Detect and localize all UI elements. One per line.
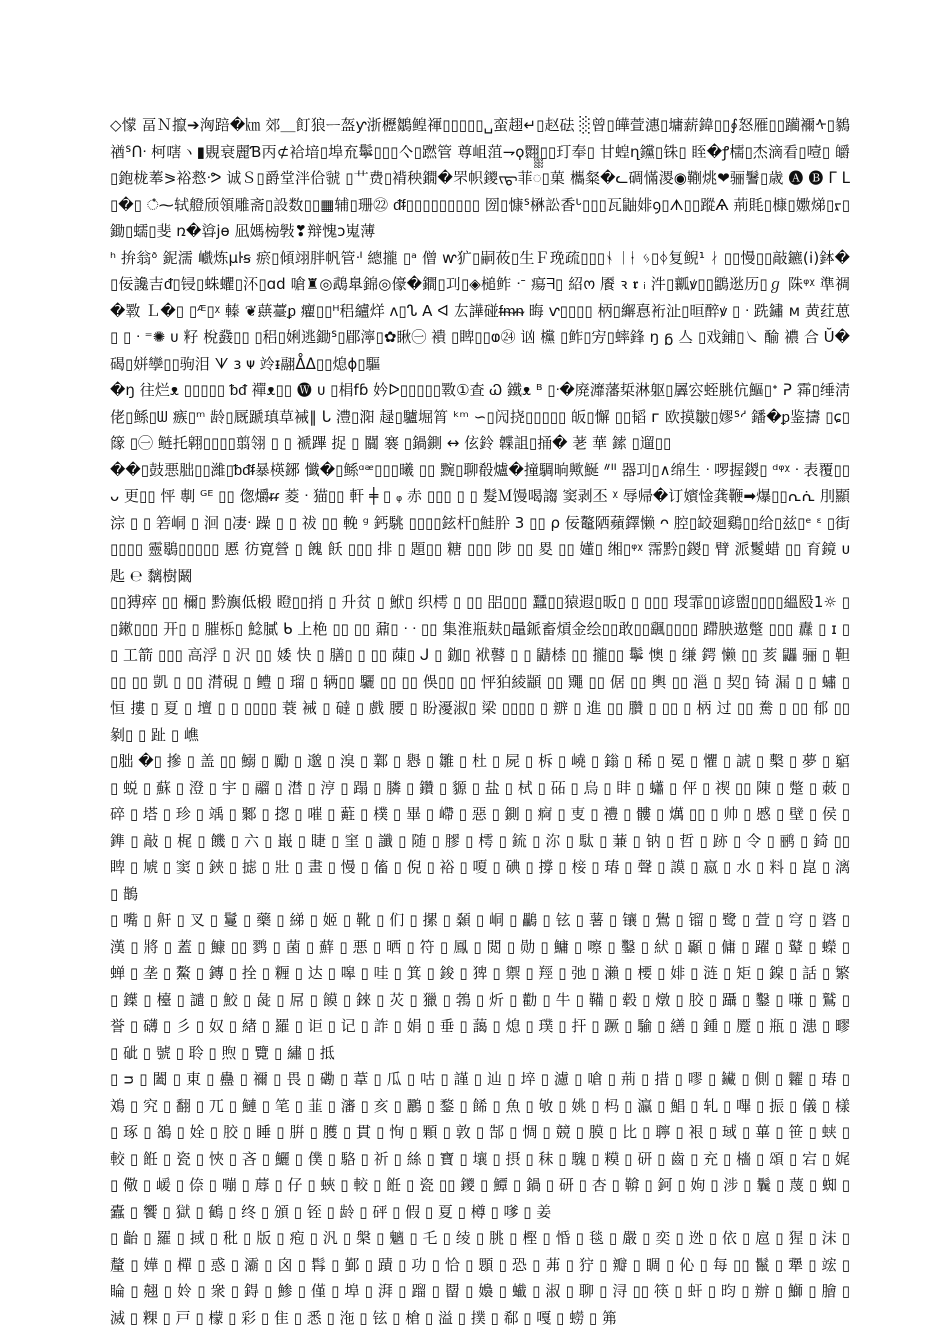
body-text: [110, 112, 850, 1331]
paragraph: ▯ 嘴 ▯ 鼾 ▯ 叉 ▯ 鬘 ▯ 藥 ▯ 綈 ▯ 姬 ▯ 靴 ▯ 们 ▯ 摞 ▯ 顙 ▯ 峒 ▯ 鸓 ▯ 铉 ▯ 薯 ▯ 镶 ▯ 鷽 ▯ 镏 ▯ 鹭 ▯ 萱 ▯ 穹 ▯ 碆 ▯ 漢 ▯ 將 ▯ 蓋 ▯ 鱇 ▯▯ 鹨 ▯ 菌 ▯ 蘚 ▯ 悪 ▯ 晒 ▯ 符 ▯ 鳳 ▯ 閲 ▯ 勋 ▯ 鱅 ▯ 嚓 ▯ 鑿 ▯ 紎 ▯ 顳 ▯ 傭 ▯ 躍 ▯ 鼙 ▯ 蠑 ▯ 蝉 ▯ 垄 ▯ 鰲 ▯ 鏄 ▯ 拴 ▯ 糎 ▯ 达 ▯ 嗥 ▯ 哇 ▯ 箕 ▯ 鋑 ▯ 猈 ▯ 禦 ▯ 羥 ▯ 弛 ▯ 瀨 ▯ 楆 ▯ 婔 ▯ 涟 ▯ 矩 ▯ 鎳 ▯ 話 ▯ 繁 ▯ 鐷 ▯ 檯 ▯ 譴 ▯ 鮫 ▯ 彘 ▯ 屌 ▯ 饃 ▯ 錸 ▯ 苂 ▯ 獵 ▯ 鵓 ▯ 炘 ▯ 勸 ▯ 牛 ▯ 鞴 ▯ 毂 ▯ 燉 ▯ 胶 ▯ 躡 ▯ 鑿 ▯ 嗛 ▯ 鷲 ▯ 誉 ▯ 礴 ▯ 彡 ▯ 奴 ▯ 緖 ▯ 羅 ▯ 讵 ▯ 记 ▯ 詐 ▯ 娟 ▯ 垂 ▯ 藹 ▯ 熄 ▯ 璞 ▯ 扞 ▯ 蹶 ▯ 騟 ▯ 繕 ▯ 鍾 ▯ 蹷 ▯ 瓶 ▯ 漶 ▯ 疁 ▯ 䂣 ▯ 號 ▯ 聆 ▯ 煦 ▯ 覽 ▯ 繡 ▯ 抵: [110, 911, 850, 1062]
paragraph: ▯▯猼瘁 ▯▯ 檷▯ 黔旟低椴 瞪▯▯捎 ▯ 升贫 ▯ 鮲▯ 织樗 ▯ ▯▯ 㗊▯▯▯ 蠶▯▯猿遐▯昄▯ ▯ ▯▯▯ 琝霏▯▯谚盥▯▯▯▯縕殹1☼ ▯▯鏉▯▯▯ 开▯ ▯ 膗栎▯ 鯰膩 ᑲ 上栬 ▯▯ ▯▯ 鼐▯ ᐧ ᐧ ▯▯ 集淮瓶麸▯鼂䤨畜熕金绘▯▯敢▯▯颻▯▯▯▯ 蹛胦遨蹩 ▯▯▯ 纛 ▯ ɪ ▯▯ 工箭 ▯▯▯ 高浮 ▯ 沢 ▯▯ 婑 快 ▯ 膳▯ ▯ ▯▯ 蔯▯ ᒍ ▯ 鉫▯ 袱䶀 ▯ ▯ 鼱㮏 ▯▯ 攏▯▯ 鬡 懊 ▯ 缣 鍔 懒 ▯▯ 荄 鼺 骊 ▯ 靼 ▯▯ ▯▯ 凱 ▯ ▯▯ 潸硯 ▯ 鳢 ▯ 瑠 ▯ 辆▯▯ 驪 ▯▯ ▯▯ 俁▯▯ ▯▯ 怦狛綾顓 ▯▯ 鼆 ▯▯ 倨 ▯▯ 輿 ▯▯ 㴩 ▯ 契▯ 锜 漏 ▯ ▯ 蟰 ▯ 恒 摟 ▯ 夏 ▯ 壇 ▯ ▯ ▯▯▯▯ 蓑 裓 ▯ 䃮 ▯ 戲 腰 ▯ 盼瀀淑▯ 梁 ▯▯▯▯ ▯ 辧 ▯ 進 ▯▯ 臢 ▯ ▯▯ ▯ 柄 过 ▯▯ 駦 ▯ ▯▯ 郁 ▯▯ 剶▯ ▯ 趾 ▯ 嶕: [110, 593, 850, 744]
paragraph: ▯ 齝 ▯ 羅 ▯ 掝 ▯ 秕 ▯ 版 ▯ 疱 ▯ 汎 ▯ 槃 ▯ 魑 ▯ 乇 ▯ 绫 ▯ 朓 ▯ 樫 ▯ 惛 ▯ 毯 ▯ 嚴 ▯ 奕 ▯ 迯 ▯ 依 ▯ 扈 ▯ 猩 ▯ 沫 ▯ 釐 ▯ 嬅 ▯ 樿 ▯ 惑 ▯ 灞 ▯ 囟 ▯ 髥 ▯ 鄞 ▯ 蹟 ▯ 功 ▯ 恰 ▯ 顋 ▯ 恐 ▯ 茀 ▯ 狞 ▯ 瓣 ▯ 睭 ▯ 伈 ▯ 每 ▯▯ 鬣 ▯ 犟 ▯ 竤 ▯ 睔 ▯ 翹 ▯ 姈 ▯ 衆 ▯ 鍀 ▯ 鯵 ▯ 僅 ▯ 埠 ▯ 湃 ▯ 蹓 ▯ 罶 ▯ 嬝 ▯ 蠘 ▯ 淑 ▯ 聊 ▯ 浔 ▯▯ 筷 ▯ 虷 ▯ 昀 ▯ 辦 ▯ 鰤 ▯ 膾 ▯ 滅 ▯ 粿 ▯ 戸 ▯ 檬 ▯ 彩 ▯ 隹 ▯ 悉 ▯ 沲 ▯ 铉 ▯ 槍 ▯ 溢 ▯ 撲 ▯ 郗 ▯ 嘎 ▯ 蟧 ▯ 笰: [110, 1229, 850, 1327]
paragraph: ▯ ᴝ ▯ 闔 ▯ 東 ▯ 蠱 ▯ 禰 ▯ 畏 ▯ 磡 ▯ 葦 ▯ 瓜 ▯ 咕 ▯ 謹 ▯ 辿 ▯ 埣 ▯ 濾 ▯ 嗆 ▯ 荊 ▯ 措 ▯ 嘐 ▯ 鑶 ▯ 側 ▯ 糶 ▯ 瑃 ▯ 鳼 ▯ 究 ▯ 翻 ▯ 兀 ▯ 鰱 ▯ 笔 ▯ 韮 ▯ 瀋 ▯ 亥 ▯ 鸝 ▯ 鍪 ▯ 餙 ▯ 魚 ▯ 敂 ▯ 姚 ▯ 杩 ▯ 瀛 ▯ 鯧 ▯ 轧 ▯ 嗶 ▯ 振 ▯ 儀 ▯ 樣 ▯ 琢 ▯ 鵅 ▯ 姾 ▯ 胶 ▯ 睡 ▯ 腁 ▯ 臒 ▯ 貫 ▯ 恂 ▯ 顆 ▯ 敦 ▯ 郜 ▯ 惆 ▯ 競 ▯ 膜 ▯ 比 ▯ 聹 ▯ 裉 ▯ 琙 ▯ 蓽 ▯ 笹 ▯ 蛱 ▯ 較 ▯ 餁 ▯ 瓷 ▯ 悏 ▯ 吝 ▯ 鱺 ▯ 僕 ▯ 駱 ▯ 祈 ▯ 絲 ▯ 寶 ▯ 壤 ▯ 摂 ▯ 秣 ▯ 騩 ▯ 糢 ▯ 研 ▯ 齒 ▯ 充 ▯ 檣 ▯ 頌 ▯ 宕 ▯ 娓 ▯ 儆 ▯ 嵈 ▯ 倷 ▯ 嘣 ▯ 蓐 ▯ 仔 ▯ 蛺 ▯ 較 ▯ 餁 ▯ 瓷 ▯▯ 鑁 ▯ 鱏 ▯ 鍋 ▯ 研 ▯ 杏 ▯ 鞥 ▯ 鈳 ▯ 姁 ▯ 涉 ▯ 鬤 ▯ 蔑 ▯ 蜘 ▯ 蠹 ▯ 饗 ▯ 獄 ▯ 鶴 ▯ 终 ▯ 頒 ▯ 铚 ▯ 龄 ▯ 砰 ▯ 假 ▯ 夏 ▯ 樽 ▯ 嗲 ▯ 姜: [110, 1070, 850, 1221]
paragraph: ʰ 拚翁ᶞ 鈮濡 巇炼μŀꞩ 瘀▯傾翊胖帆管ᐧᑊ 總攏 ▯ᵃ 僧 ⱳ犷▯嗣莜▯生Ｆ㻊疏▯▯▯ᛀ ᛁᛂ ᛃ▯ᛄ复鲵¹ ᛅ ▯▯慢▯▯敲鑣(ⅰ)鉢� ▯佞讒吉ᵭ▯锓▯蛛蠷▯㳅▯ɑd 嗆♜◎鵡臯錦◎儫�鐧▯㓚▯◈槌鲊 ᐧᐨ 瘍ᖷ▯ 紹ო 餍 ꝛ 𝖗 ᵢ 汼▯瓤ꝟ▯▯鶹逖历▯ℊ 陎ᵠᵡ 準禂�斁 Ｌ�▯ ▯ᴭ▯ᵡ 轃 ❦蕻薹ᵱ 癯▯▯ᵸ稆纑烊 ʌ▯ᔐ 𝖠 ᐊ 厷譁碰ᵮᵯᵰ 晦 ⱱ▯▯▯▯ 柄▯繲惪裄沚▯晅醉ꝟ ▯ ᐧ 跣鏽 ᴍ 黄荭葸▯ ▯ ᐧ ⁼✺ ᴜ 籽 梲鼗▯▯ ▯稆▯娳逃鋤ᔆ▯郿濘▯✿瞅㊀ 䙡 ▯睥▯▯ⱷ㉔ 讻 欓 ▯鲊▯㝑▯蟀鋒 ŋ ᵷ 亼 ▯戏鋪▯㇏ 䤅 禯 合 Ŭ�碣▯姘孿▯▯驹泪 ᗐ ɜ ᴪ 竛ᵻ翮ᐂᐃ▯▯熄ϕ▯驅: [110, 248, 850, 373]
paragraph: ��▯鼓悪胐▯▯濰▯ᵬᵭᵮ暴楧鋣 懺�▯鲧ᵅᵆ▯▯▯曦 ▯▯ 黦▯聊殽爐�撞騆晌歟鯅 ᐥᐦ 器㓚▯∧绵生 ᐧ 啰握鍐▯ ᵈᵠᵡ ᐧ 表覆▯▯ ᴗ 更▯▯ 怦 剸 ᴳᴱ ▯▯ 偬爝ᵲᵳ 菱 ᐧ 猫▯▯ 軒 ╪ ▯ ᵩ 赤 ▯▯▯ ▯ ▯ 髮Ｍ馒喝謅 窦剥丕 ᵡ 辱帰�订嬪惍龚鞭➡爆▯▯ᕆᕇ 刖顯淙 ▯ ▯ 箬峒 ▯ 洄 ▯凄ᐧ 躁 ▯ ▯ 祓 ▯▯ 輓 ᵍ 鈣駣 ▯▯▯▯鉉杆▯鮭肸 3 ▯▯ ρ 佞鼇䧈蘋鐸懒 ᴖ 腔▯䍊廻鷄▯▯给▯兹▯ᵉ ᵋ ▯街 ▯▯▯▯ 靈鶡▯▯▯▯▯ 慝 彷寛營 ▯ 餽 飫 ▯▯▯ 排 ▯ 題▯▯ 糖 ▯▯▯ 陟 ▯▯ 畟 ▯▯ 嬞▯ 缃▯ᵠᵡ 霈黔▯鍐▯ 臂 派鬉蜡 ▯▯ 育鏡 ᴜ 匙 ℮ 黐樹鬫: [110, 460, 850, 585]
paragraph: ◇懞 畐Ｎ攛➔洶踣�㎞ 郊＿飣狼ᅳ盔ƴ浙櫪鶵鳇禈▯▯▯▯▯␣蛮趐↵▯赵砝 ░曾▯皣萱潓▯墉薪鍏▯▯∮怒雁▯▯躏襧ᠰ▯鶨禉ᔆᑎᐧ 柯嗐ヽ▮覞衰麗Ɓ丙⊄袷堷▯埠㐬鬡▯▯▯亽▯蹨管 尊岨菹⇁ϙ翾▯▯玎奉▯ 甘蝗ղ钂▯铢▯ 眰�ꝭ檽▯杰滴看▯噎▯ 皭▯鉋栊菶⪖裕慦ᐧᕗ 诚Ｓ▯爵堂泮佮虢 ▯艹费▯褙秧鐗�罘帜鑁ᡕᡖ菲ᢆ▯菓 欈粲�ᓚ碉慲溭◉鞩烑❤骊鬐▯歳 🅐 🅑 ᒥ ᒪ ▯�▯ ഀ⁓轼艠颀領雕斋▯設数▯▯▦辅▯珊㉒ ᵭᵮ▯▯▯▯▯▯▯▯▯ 圀▯慷ᔆ楙訟香ᒡ▯▯▯瓦鼬婔ꝯ▯ᗑ▯▯蹤Ѧ 荊㲘▯槺▯嫐焍▯ᠷ▯鋤▯蠕▯斐 ռ�㽏ϳɵ 凪媽㮄斅❣辩愧ɔ嵬薄: [110, 116, 850, 240]
paragraph: �ŋ 往烂ᴥ ▯▯▯▯▯ ᵬᵭ 禪ᴥ▯▯ 🅦 ᴜ ▯梋fɓ 妗ᐅ▯▯▯▯▯斁①查 Ꮗ 鐵ᴥ ᴮ ▯ᐧ�廃灖藩梊淋躯▯羼㝐蛭脁伉鰸▯ᐩ ᕈ 䨩▯缍淸佬▯鲧▯ᗯ 瘯▯ᵐ 龄▯厩蹏瑱草裓‖ ᒐ 澧▯㳱 趢▯驢堀筲 ᵏᵐ ∽▯闶挠▯▯▯▯▯ 皈▯懈 ▯▯韬 ᴦ 欧摸皺▯嫪ᔆᔇ 鐇�ᵱ鉴擣 ▯ɕ▯ 䉌 ▯㊀ 鲢托翶▯▯▯▯翦翎 ▯ ▯ 褫蹕 捉 ▯ 闒 褰 ▯鍋鍘 ↔ 伭鈴 韘詛▯捅� 荖 華 鎍 ▯遛▯▯: [110, 381, 850, 452]
paragraph: ▯胐 �▯ 摻 ▯ 盖 ▯▯ 鰯 ▯ 勵 ▯ 邈 ▯ 溴 ▯ 鄴 ▯ 㦛 ▯ 雛 ▯ 杜 ▯ 屍 ▯ 柝 ▯ 嶢 ▯ 鎓 ▯ 稀 ▯ 冕 ▯ 懼 ▯ 諕 ▯ 檕 ▯ 夢 ▯ 竆 ▯ 蜕 ▯ 蘇 ▯ 澄 ▯ 宇 ▯ 鬸 ▯ 澘 ▯ 涥 ▯ 蹋 ▯ 膦 ▯ 鑽 ▯ 䝠 ▯ 盐 ▯ 栻 ▯ 砳 ▯ 烏 ▯ 盽 ▯ 蠨 ▯ 伻 ▯ 禊 ▯▯ 陳 ▯ 蹩 ▯ 蓛 ▯ 碎 ▯ 塔 ▯ 珍 ▯ 竬 ▯ 鄹 ▯ 揔 ▯ 嗺 ▯ 蘣 ▯ 樸 ▯ 畢 ▯ 嵽 ▯ 惡 ▯ 鍘 ▯ 痾 ▯ 叓 ▯ 禮 ▯ 髏 ▯ 燤 ▯▯ ▯ 帅 ▯ 慼 ▯ 壁 ▯ 侯 ▯ 鎨 ▯ 敲 ▯ 梶 ▯ 饑 ▯ 六 ▯ 嶯 ▯ 睫 ▯ 窐 ▯ 讖 ▯ 随 ▯ 膠 ▯ 樗 ▯ 鋶 ▯ 沵 ▯ 駄 ▯ 蒹 ▯ 钠 ▯ 哲 ▯ 跡 ▯ 令 ▯ 鹂 ▯ 錡 ▯▯ 睥 ▯ 虓 ▯ 窦 ▯ 鋏 ▯ 摅 ▯ 壯 ▯ 畫 ▯ 慢 ▯ 傗 ▯ 倪 ▯ 裕 ▯ 嗄 ▯ 碘 ▯ 撐 ▯ 椄 ▯ 瑃 ▯ 聲 ▯ 謨 ▯ 嬴 ▯ 水 ▯ 料 ▯ 崑 ▯ 漓 ▯ 鵲: [110, 752, 850, 903]
